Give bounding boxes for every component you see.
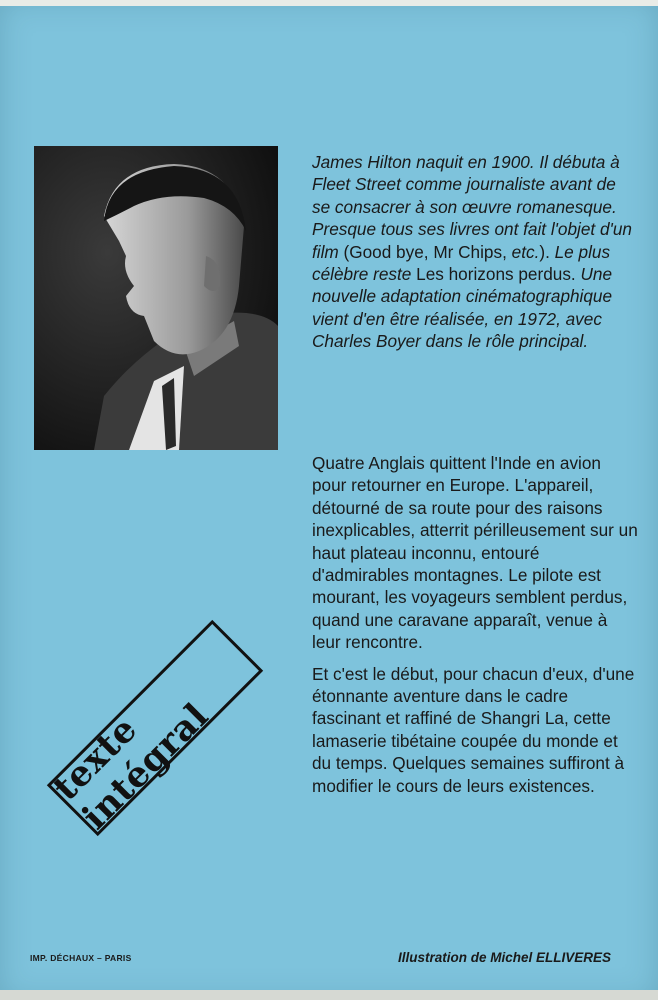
- bio-adaptation: Une nouvelle adaptation cinématographique vient d'en être réalisée, en 1972, avec Charles Boyer dans le rôle principal.: [312, 264, 613, 352]
- paper-edge-bottom: [0, 990, 658, 1000]
- illustration-credit: Illustration de Michel ELLIVERES: [398, 950, 612, 965]
- paper-edge-top: [0, 0, 658, 6]
- author-biography: [312, 151, 638, 353]
- author-portrait-photo: [34, 146, 278, 450]
- bio-book-title: Les horizons perdus.: [416, 264, 576, 285]
- synopsis-paragraph-1: Quatre Anglais quittent l'Inde en avion pour retourner en Europe. L'appareil, détourné de sa route pour des raisons inexplicables, atterrit périlleusement sur un haut plateau inconnu, entouré d'admirables montagnes. Le pilote est mourant, les voyageurs semblent perdus, quand une caravane apparaît, venue à leur rencontre.: [312, 453, 638, 653]
- book-synopsis: [312, 452, 638, 806]
- synopsis-paragraph-2: Et c'est le début, pour chacun d'eux, d'une étonnante aventure dans le cadre fascinant et raffiné de Shangri La, cette lamaserie tibétaine coupée du monde et du temps. Quelques semaines suffiront à modifier le cours de leurs existences.: [312, 663, 635, 796]
- texte-integral-stamp: texte intégral: [47, 620, 263, 836]
- bio-close-paren: ).: [539, 241, 550, 262]
- bio-intro: James Hilton naquit en 1900. Il débuta à Fleet Street comme journaliste avant de se consacrer à son œuvre romanesque. Presque tous ses livres ont fait l'objet d'un film: [312, 152, 632, 262]
- bio-etc: etc.: [511, 241, 540, 262]
- printer-credit: IMP. DÉCHAUX – PARIS: [30, 953, 132, 963]
- bio-most-famous: Le plus célèbre reste: [312, 241, 611, 285]
- bio-film-example: (Good bye, Mr Chips,: [343, 241, 507, 262]
